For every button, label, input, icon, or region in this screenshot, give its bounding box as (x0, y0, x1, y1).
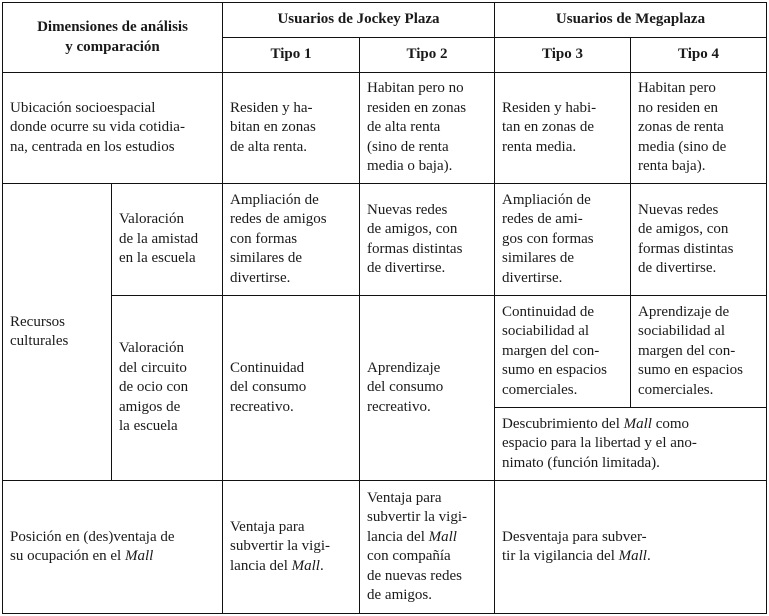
row-label-ubicacion: Ubicación socioespacial donde ocurre su vida cotidia- na, centrada en los estudios (2, 72, 223, 184)
header-megaplaza: Usuarios de Megaplaza (494, 2, 767, 38)
mall-italic: Mall (623, 415, 652, 432)
cell-posicion-tipo-1 (222, 480, 360, 614)
text: Descubrimiento del (502, 415, 624, 432)
cell-ubicacion-tipo-3: Residen y habi- tan en zonas de renta media. (494, 72, 631, 184)
mall-italic: Mall (428, 528, 457, 545)
row-label-posicion (2, 480, 223, 614)
row-label-recursos: Recursos culturales (2, 183, 112, 481)
mall-italic: Mall (618, 548, 647, 564)
text: . (319, 557, 324, 574)
header-dimensions: Dimensiones de análisis y comparación (2, 2, 223, 73)
text: como espacio para la libertad y el ano- nimato (función limitada). (502, 415, 697, 471)
sublabel-amistad: Valoración de la amistad en la escuela (111, 183, 223, 296)
header-tipo-1: Tipo 1 (222, 37, 360, 73)
text: con compañía de nuevas redes de amigos. (367, 548, 462, 603)
header-tipo-4: Tipo 4 (630, 37, 767, 73)
cell-amistad-tipo-4: Nuevas redes de amigos, con formas distintas de divertirse. (630, 183, 767, 296)
cell-amistad-tipo-1: Ampliación de redes de amigos con formas similares de divertirse. (222, 183, 360, 296)
header-tipo-2: Tipo 2 (359, 37, 495, 73)
cell-ubicacion-tipo-4: Habitan pero no residen en zonas de renta media (sino de renta baja). (630, 72, 767, 184)
text: . (646, 548, 651, 564)
cell-circuito-tipo-4: Aprendizaje de sociabilidad al margen del con- sumo en espacios comerciales. (630, 295, 767, 408)
header-jockey-plaza: Usuarios de Jockey Plaza (222, 2, 495, 38)
cell-posicion-tipo-2 (359, 480, 495, 614)
text: Ventaja para subvertir la vigi- lancia del (230, 518, 330, 574)
mall-italic: Mall (291, 557, 320, 574)
header-tipo-3: Tipo 3 (494, 37, 631, 73)
mall-italic: Mall (124, 548, 154, 564)
cell-ubicacion-tipo-2: Habitan pero no residen en zonas de alta renta (sino de renta media o baja). (359, 72, 495, 184)
cell-posicion-tipo-3-4 (494, 480, 767, 614)
cell-circuito-tipo-3-4 (494, 407, 767, 481)
cell-circuito-tipo-2: Aprendizaje del consumo recreativo. (359, 295, 495, 481)
cell-ubicacion-tipo-1: Residen y ha- bitan en zonas de alta renta. (222, 72, 360, 184)
cell-amistad-tipo-2: Nuevas redes de amigos, con formas distintas de divertirse. (359, 183, 495, 296)
sublabel-circuito: Valoración del circuito de ocio con amigos de la escuela (111, 295, 223, 481)
text: Ventaja para subvertir la vigi- lancia del (367, 489, 467, 545)
text: Desventaja para subver- tir la vigilancia del (502, 528, 647, 564)
text: Posición en (des)ventaja de su ocupación en el (10, 528, 175, 564)
cell-amistad-tipo-3: Ampliación de redes de ami- gos con formas similares de divertirse. (494, 183, 631, 296)
cell-circuito-tipo-3: Continuidad de sociabilidad al margen del con- sumo en espacios comerciales. (494, 295, 631, 408)
cell-circuito-tipo-1: Continuidad del consumo recreativo. (222, 295, 360, 481)
